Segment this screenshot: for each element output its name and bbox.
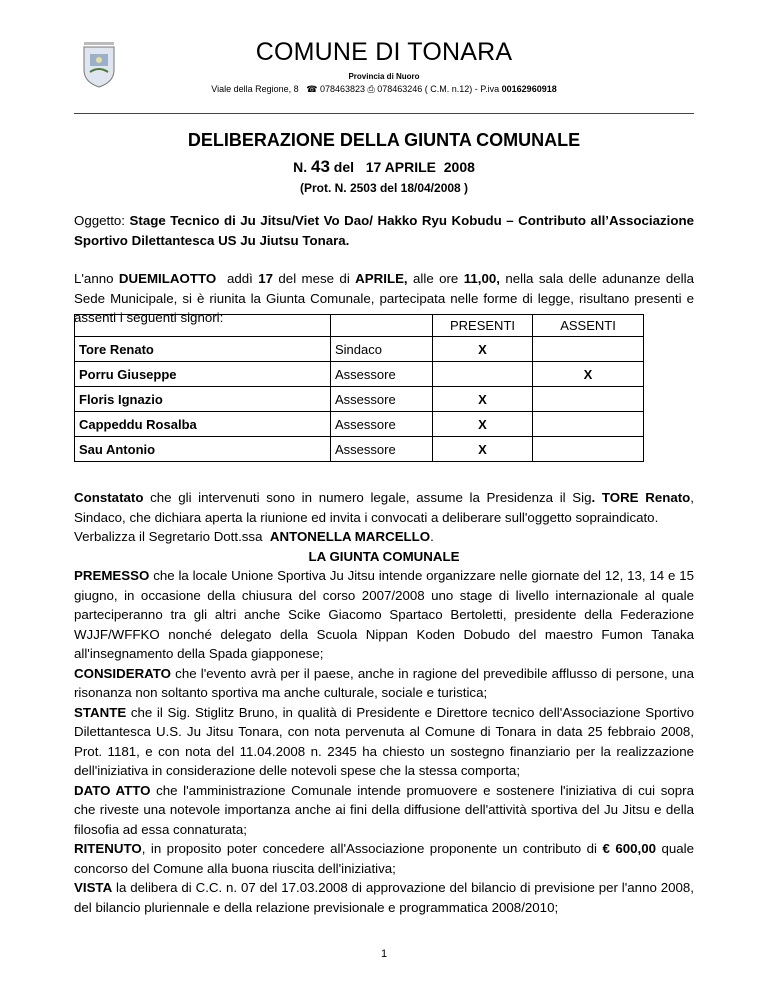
intro-year: DUEMILAOTTO [118, 271, 217, 286]
considerato-paragraph: CONSIDERATO che l'evento avrà per il paese, anche in ragione del prevedibile afflusso di persone, una risonanza non soltanto sportiva ma anche culturale, sociale e turistica; [74, 665, 694, 700]
fax-number: 078463246 ( C.M. n.12) - P.iva [377, 84, 500, 94]
intro-hour: 11,00, [463, 271, 500, 286]
member-name: Cappeddu Rosalba [75, 412, 331, 437]
phone-number: 078463823 [319, 84, 365, 94]
present-mark: X [433, 387, 533, 412]
subject-paragraph [74, 211, 694, 250]
table-row [75, 412, 644, 437]
verbalizza-line: Verbalizza il Segretario Dott.ssa ANTONELLA MARCELLO. [74, 529, 434, 544]
secretary-name: ANTONELLA MARCELLO [269, 529, 431, 544]
absent-mark [533, 437, 644, 462]
number-value: 43 [310, 157, 330, 176]
header-divider [74, 113, 694, 114]
intro-month: APRILE, [355, 271, 408, 286]
subject-text: Stage Tecnico di Ju Jitsu/Viet Vo Dao/ Hakko Ryu Kobudu – Contributo all’Associazione Sportivo Dilettantesca US Ju Jiutsu Tonara. [74, 213, 694, 248]
absent-mark [533, 387, 644, 412]
member-role: Assessore [331, 387, 433, 412]
province-line: Provincia di Nuoro [348, 72, 420, 81]
section-heading: LA GIUNTA COMUNALE [308, 548, 460, 564]
premesso-paragraph: PREMESSO che la locale Unione Sportiva Ju Jitsu intende organizzare nelle giornate del 12, 13, 14 e 15 giugno, in occasione della chiusura del corso 2007/2008 uno stage di livello internazionale al quale parteciperanno tra gli altri anche Scike Giacomo Spartaco Bertoletti, presidente della Federazione WJJF/WFFKO nonché delegato della Scuola Nippan Koden Dobudo del maestro Fumon Tanaka all'insegnamento della Spada giapponese; [74, 568, 694, 661]
dato-atto-paragraph: DATO ATTO che l'amministrazione Comunale intende promuovere e sostenere l'iniziativa di cui sopra che riveste una notevole importanza anche ai fini della diffusione dell'attività sportiva del Ju Jitsu e della filosofia ad essa connaturata; [74, 782, 694, 837]
present-mark [433, 362, 533, 387]
attendance-table [74, 314, 644, 462]
deliberation-body [74, 488, 694, 917]
col-absent: ASSENTI [533, 315, 644, 337]
phone-icon: ☎ [301, 84, 318, 94]
contribution-amount: € 600,00 [602, 841, 656, 856]
deliberation-number [0, 157, 768, 177]
member-role: Assessore [331, 362, 433, 387]
table-row [75, 387, 644, 412]
member-name: Sau Antonio [75, 437, 331, 462]
president-name: . TORE Renato [591, 490, 691, 505]
contact-line [0, 84, 768, 95]
col-present: PRESENTI [433, 315, 533, 337]
document-title: DELIBERAZIONE DELLA GIUNTA COMUNALE [187, 130, 581, 150]
page-number: 1 [380, 948, 388, 960]
number-date: del 17 APRILE 2008 [333, 159, 475, 175]
intro-paragraph: L'anno DUEMILAOTTO addì 17 del mese di APRILE, alle ore 11,00, nella sala delle adunanze della Sede Municipale, si è riunita la Giunta Comunale, partecipata nelle forme di legge, risultano presenti e assenti i seguenti signori: [74, 271, 694, 325]
protocol-line: (Prot. N. 2503 del 18/04/2008 ) [299, 181, 469, 195]
absent-mark [533, 412, 644, 437]
intro-day: 17 [258, 271, 274, 286]
table-row [75, 437, 644, 462]
present-mark: X [433, 437, 533, 462]
member-role: Sindaco [331, 337, 433, 362]
member-name: Porru Giuseppe [75, 362, 331, 387]
number-prefix: N. [293, 159, 308, 175]
stante-paragraph: STANTE che il Sig. Stiglitz Bruno, in qualità di Presidente e Direttore tecnico dell'Associazione Sportivo Dilettantesca U.S. Ju Jitsu Tonara, con nota pervenuta al Comune di Tonara in data 25 febbraio 2008, Prot. 1181, e con nota del 11.04.2008 n. 2345 ha chiesto un sostegno finanziario per la realizzazione dell'iniziativa in considerazione delle notevoli spese che la stessa comporta; [74, 704, 694, 778]
municipality-title: COMUNE DI TONARA [255, 38, 513, 66]
member-role: Assessore [331, 412, 433, 437]
present-mark: X [433, 412, 533, 437]
member-role: Assessore [331, 437, 433, 462]
absent-mark [533, 337, 644, 362]
absent-mark: X [533, 362, 644, 387]
vat-number: 00162960918 [501, 84, 557, 94]
ritenuto-paragraph: RITENUTO, in proposito poter concedere all'Associazione proponente un contributo di € 600,00 quale concorso del Comune alla buona riuscita dell'iniziativa; [74, 841, 694, 876]
member-name: Tore Renato [75, 337, 331, 362]
fax-icon: ⎙ [367, 84, 375, 94]
table-row [75, 337, 644, 362]
constatato-paragraph: Constatato che gli intervenuti sono in numero legale, assume la Presidenza il Sig. TORE Renato, Sindaco, che dichiara aperta la riunione ed invita i convocati a deliberare sull'oggetto sopraindicato. [74, 490, 694, 525]
attendance-header-row [75, 315, 644, 337]
table-row [75, 362, 644, 387]
vista-paragraph: VISTA la delibera di C.C. n. 07 del 17.03.2008 di approvazione del bilancio di previsione per l'anno 2008, del bilancio pluriennale e della relazione previsionale e programmatica 2008/2010; [74, 880, 694, 915]
present-mark: X [433, 337, 533, 362]
subject-label: Oggetto: [74, 213, 126, 228]
member-name: Floris Ignazio [75, 387, 331, 412]
address-text: Viale della Regione, 8 [211, 84, 299, 94]
